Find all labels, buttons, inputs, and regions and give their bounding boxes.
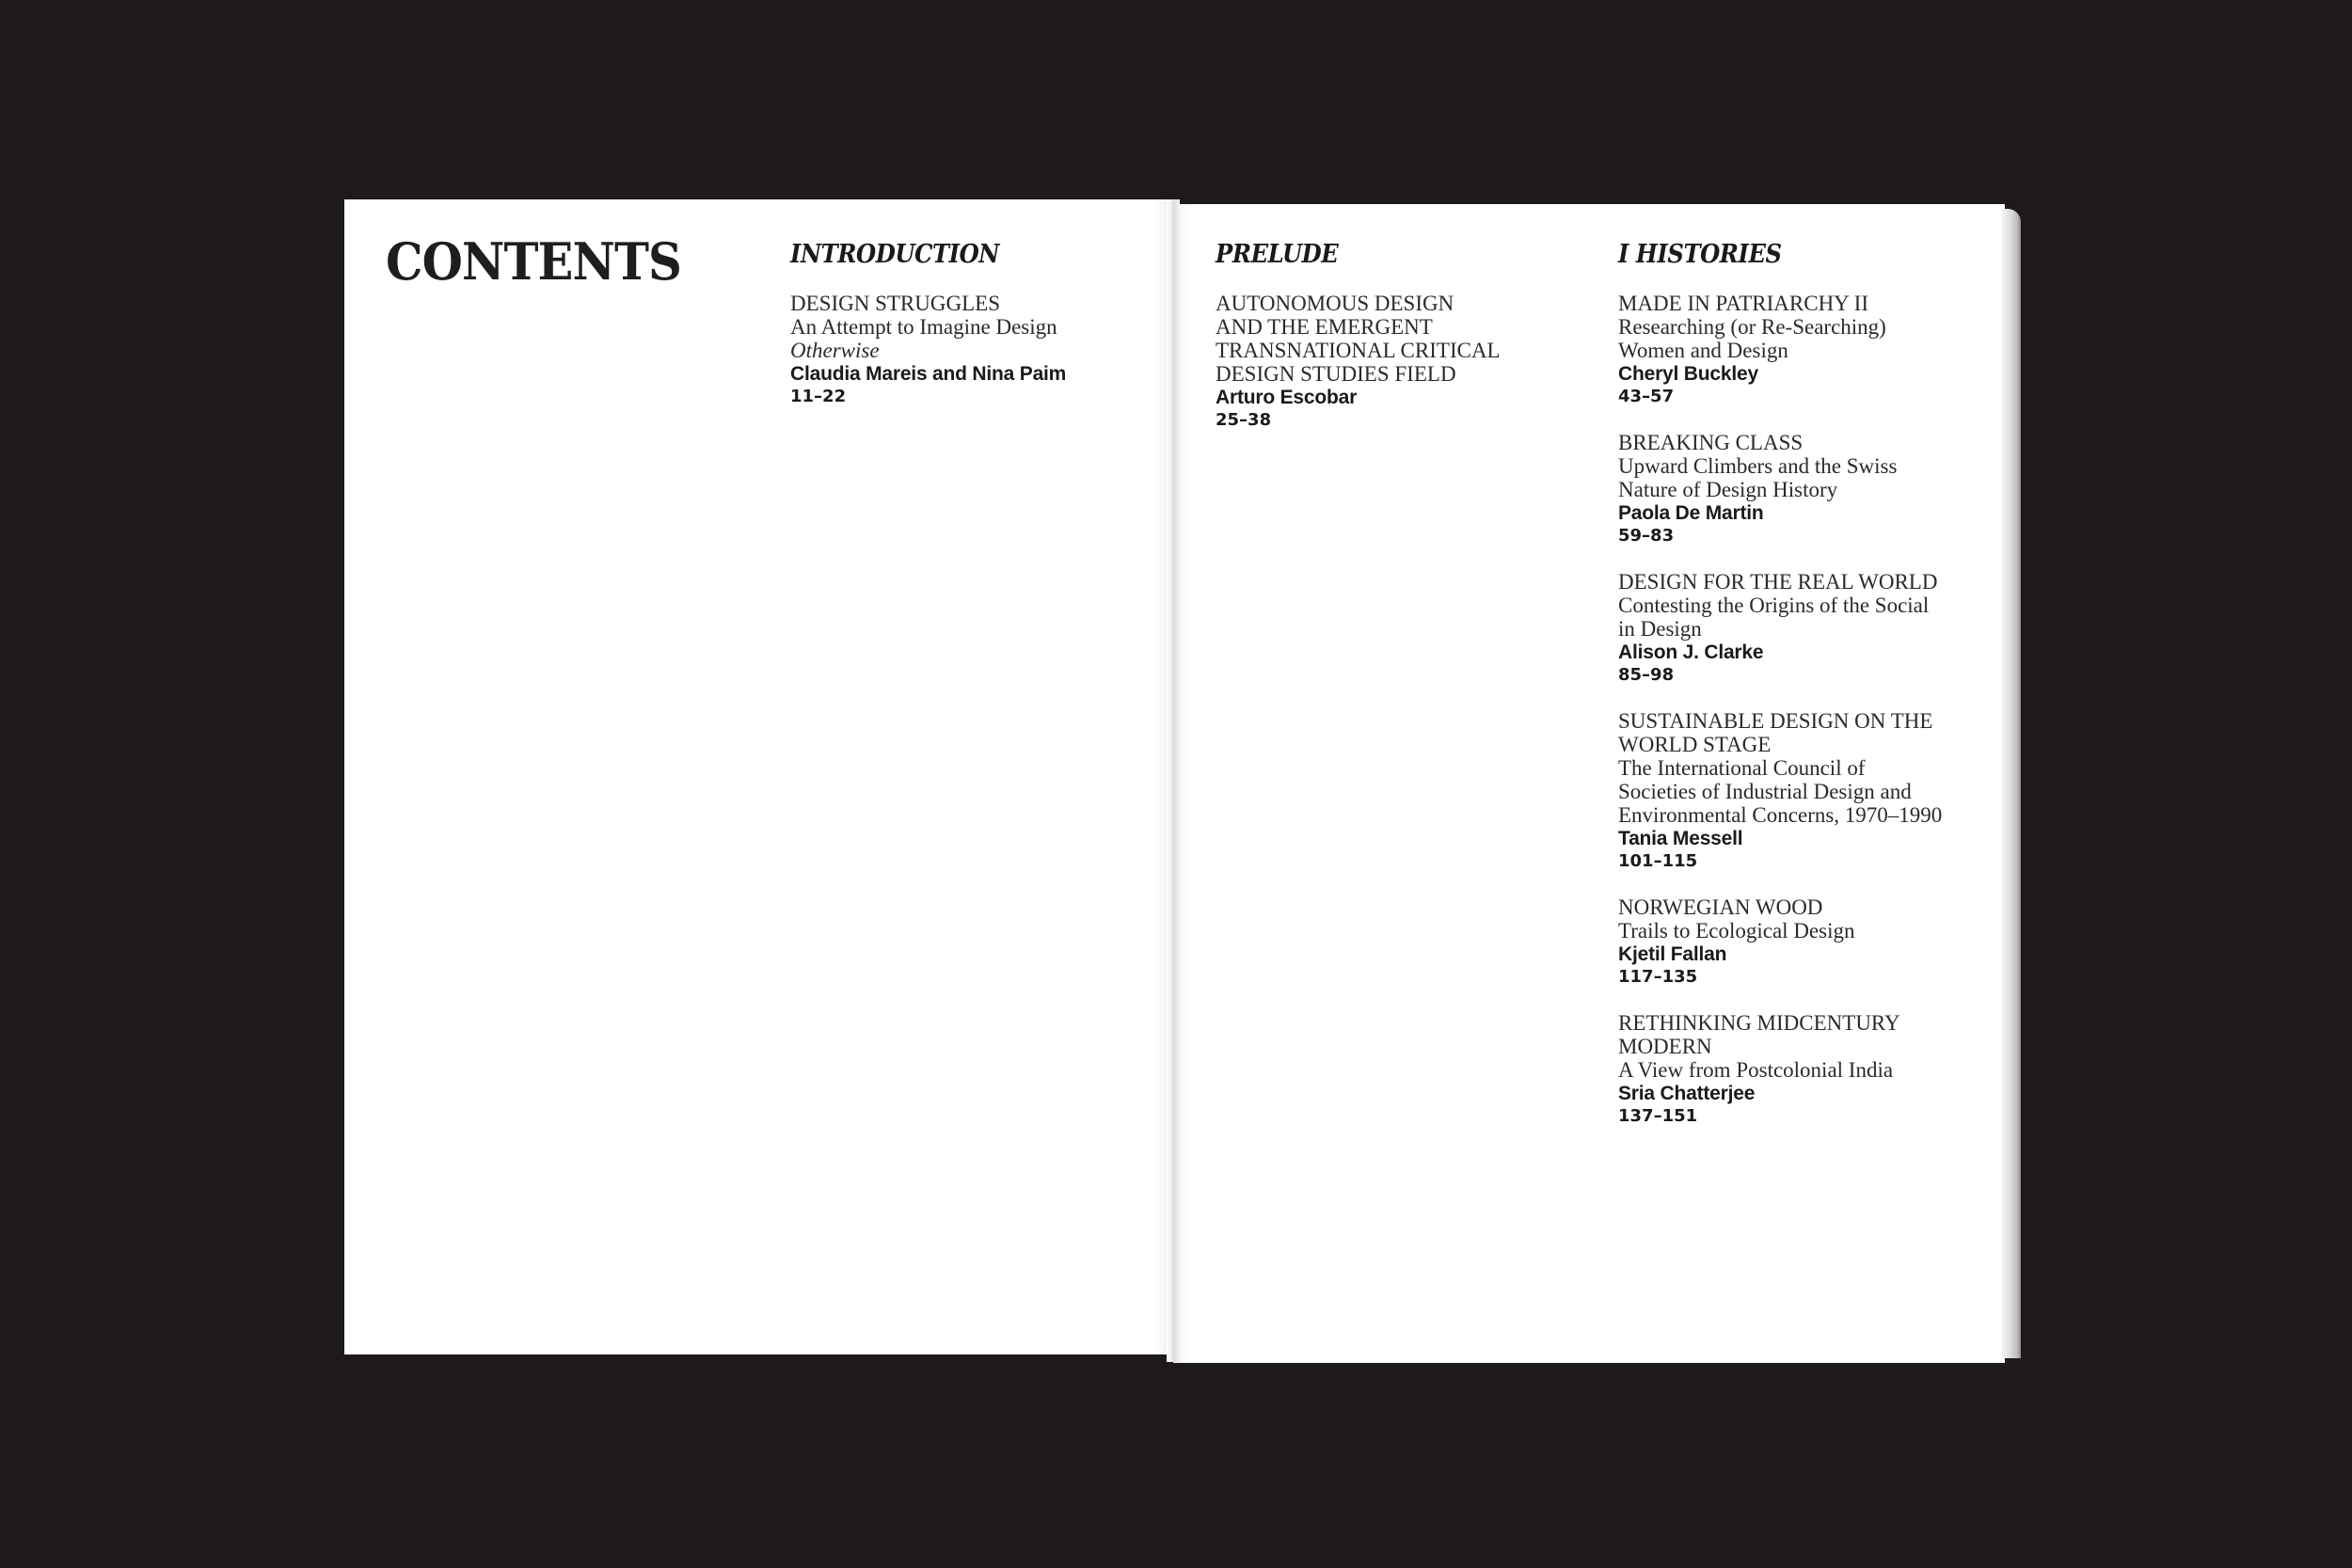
entry-title: DESIGN FOR THE REAL WORLD: [1618, 570, 1938, 594]
entry-title: BREAKING CLASS: [1618, 431, 1804, 454]
entry-title: AND THE EMERGENT: [1216, 315, 1433, 339]
entry-pages: 25–38: [1216, 410, 1272, 430]
entry-title: WORLD STAGE: [1618, 733, 1772, 756]
entry-title: SUSTAINABLE DESIGN ON THE: [1618, 709, 1933, 733]
prelude-section: [1216, 241, 1501, 454]
entry-subtitle: Nature of Design History: [1618, 478, 1838, 501]
section-heading-introduction: INTRODUCTION: [790, 240, 1000, 269]
entry-author: Cheryl Buckley: [1618, 363, 1758, 385]
toc-entry: [1618, 709, 1942, 873]
entry-subtitle: A View from Postcolonial India: [1618, 1058, 1894, 1082]
entry-pages: 11–22: [790, 387, 847, 406]
entry-subtitle: Researching (or Re-Searching): [1618, 315, 1886, 339]
entry-author: Paola De Martin: [1618, 502, 1764, 524]
entry-author: Sria Chatterjee: [1618, 1083, 1756, 1104]
entry-subtitle: Societies of Industrial Design and: [1618, 780, 1912, 803]
entry-title: NORWEGIAN WOOD: [1618, 895, 1823, 919]
entry-subtitle-italic: Otherwise: [790, 339, 880, 362]
section-heading-prelude: PRELUDE: [1216, 240, 1339, 269]
histories-section: [1618, 241, 1942, 1150]
toc-entry: [1618, 570, 1942, 687]
entry-title: MODERN: [1618, 1035, 1712, 1058]
toc-entry: [790, 292, 1066, 408]
entry-pages: 137–151: [1618, 1106, 1698, 1126]
entry-pages: 117–135: [1618, 967, 1698, 987]
entry-subtitle: Women and Design: [1618, 339, 1788, 362]
entry-pages: 101–115: [1618, 851, 1698, 871]
entry-subtitle: Upward Climbers and the Swiss: [1618, 454, 1898, 478]
entry-subtitle: An Attempt to Imagine Design: [790, 315, 1057, 339]
section-heading-histories: I HISTORIES: [1618, 240, 1782, 269]
book-spine-gutter: [1167, 199, 1180, 1362]
entry-pages: 85–98: [1618, 665, 1675, 685]
entry-author: Kjetil Fallan: [1618, 943, 1727, 965]
entry-author: Tania Messell: [1618, 828, 1743, 849]
entry-subtitle: Contesting the Origins of the Social: [1618, 594, 1930, 617]
toc-entry: [1618, 1011, 1942, 1128]
entry-subtitle: Environmental Concerns, 1970–1990: [1618, 803, 1943, 827]
toc-entry: [1618, 895, 1942, 989]
entry-subtitle: Trails to Ecological Design: [1618, 919, 1855, 942]
entry-title: RETHINKING MIDCENTURY: [1618, 1011, 1900, 1035]
introduction-section: [790, 241, 1066, 431]
entry-title: DESIGN STUDIES FIELD: [1216, 362, 1456, 386]
contents-title: CONTENTS: [386, 231, 681, 292]
entry-subtitle: The International Council of: [1618, 756, 1866, 780]
toc-entry: [1618, 431, 1942, 547]
entry-title: DESIGN STRUGGLES: [790, 292, 1000, 315]
entry-pages: 43–57: [1618, 387, 1675, 406]
entry-title: AUTONOMOUS DESIGN: [1216, 292, 1454, 315]
entry-author: Claudia Mareis and Nina Paim: [790, 363, 1067, 385]
entry-subtitle: in Design: [1618, 617, 1702, 641]
entry-title: MADE IN PATRIARCHY II: [1618, 292, 1869, 315]
entry-pages: 59–83: [1618, 526, 1675, 546]
toc-entry: [1618, 292, 1942, 408]
toc-entry: [1216, 292, 1501, 432]
entry-title: TRANSNATIONAL CRITICAL: [1216, 339, 1501, 362]
entry-author: Arturo Escobar: [1216, 387, 1358, 408]
page-edge-stack: [2002, 209, 2021, 1358]
entry-author: Alison J. Clarke: [1618, 641, 1764, 663]
